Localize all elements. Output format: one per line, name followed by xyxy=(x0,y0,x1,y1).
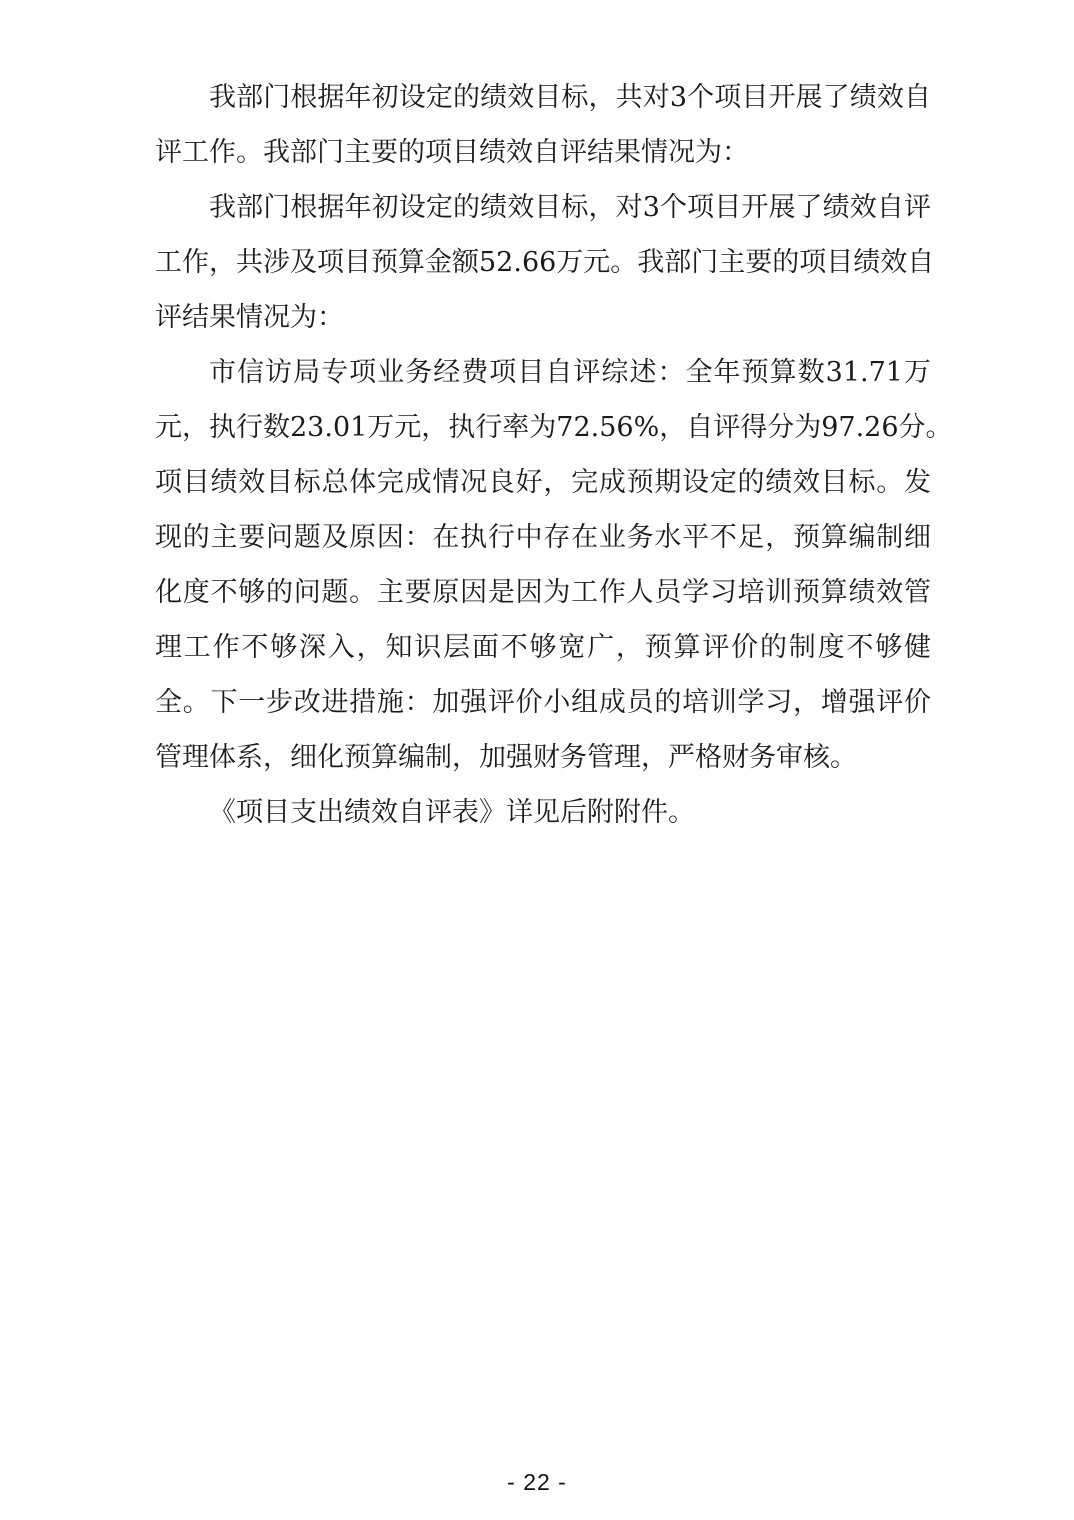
text-line: 市信访局专项业务经费项目自评综述：全年预算数31.71万 xyxy=(209,357,931,388)
text-line: 评结果情况为： xyxy=(155,302,344,333)
page-footer xyxy=(0,1466,1074,1498)
text-line: 我部门根据年初设定的绩效目标，共对3个项目开展了绩效自 xyxy=(209,82,931,113)
text-line: 管理体系，细化预算编制，加强财务管理，严格财务审核。 xyxy=(155,742,857,773)
paragraph xyxy=(155,785,931,840)
text-line: 化度不够的问题。主要原因是因为工作人员学习培训预算绩效管 xyxy=(155,577,931,608)
text-line: 元，执行数23.01万元，执行率为72.56%，自评得分为97.26分。 xyxy=(155,412,953,443)
paragraph xyxy=(155,345,953,785)
paragraph xyxy=(155,70,931,180)
text-line: 《项目支出绩效自评表》详见后附附件。 xyxy=(209,797,695,828)
page-number: - 22 - xyxy=(507,1469,567,1495)
text-line: 现的主要问题及原因：在执行中存在业务水平不足，预算编制细 xyxy=(155,522,931,553)
text-line: 项目绩效目标总体完成情况良好，完成预期设定的绩效目标。发 xyxy=(155,467,931,498)
document-body xyxy=(155,70,953,840)
text-line: 评工作。我部门主要的项目绩效自评结果情况为： xyxy=(155,137,749,168)
text-line: 我部门根据年初设定的绩效目标，对3个项目开展了绩效自评 xyxy=(209,192,931,223)
paragraph xyxy=(155,180,935,345)
text-line: 工作，共涉及项目预算金额52.66万元。我部门主要的项目绩效自 xyxy=(155,247,935,278)
text-line: 理工作不够深入，知识层面不够宽广，预算评价的制度不够健 xyxy=(155,632,931,663)
text-line: 全。下一步改进措施：加强评价小组成员的培训学习，增强评价 xyxy=(155,687,931,718)
